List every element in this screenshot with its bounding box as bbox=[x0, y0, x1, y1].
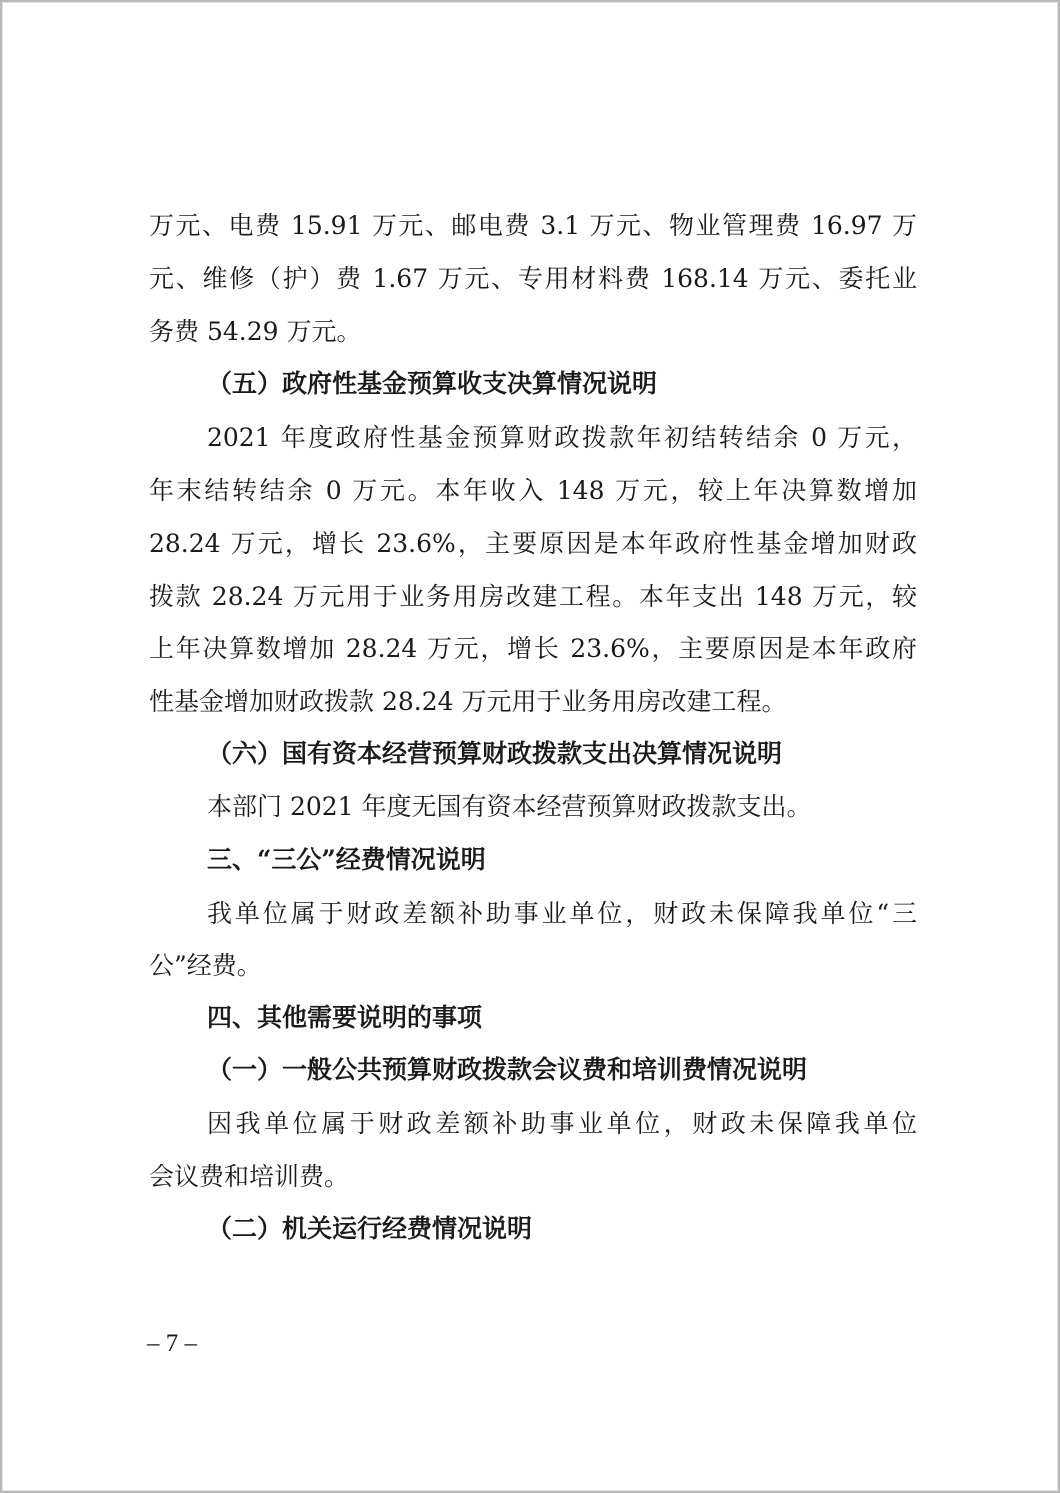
body-line: 年末结转结余 0 万元。本年收入 148 万元，较上年决算数增加 bbox=[149, 476, 917, 505]
body-line: 2021 年度政府性基金预算财政拨款年初结转结余 0 万元， bbox=[207, 423, 917, 452]
section-heading-three: 三、“三公”经费情况说明 bbox=[207, 845, 486, 874]
body-line: 拨款 28.24 万元用于业务用房改建工程。本年支出 148 万元，较 bbox=[149, 582, 917, 611]
body-line: 本部门 2021 年度无国有资本经营预算财政拨款支出。 bbox=[207, 792, 812, 821]
body-line: 上年决算数增加 28.24 万元，增长 23.6%，主要原因是本年政府 bbox=[149, 634, 917, 663]
body-line: 务费 54.29 万元。 bbox=[149, 317, 362, 346]
page-number: – 7 – bbox=[147, 1330, 197, 1357]
body-line: 元、维修（护）费 1.67 万元、专用材料费 168.14 万元、委托业 bbox=[149, 264, 917, 293]
body-line: 28.24 万元，增长 23.6%，主要原因是本年政府性基金增加财政 bbox=[149, 529, 917, 558]
subsection-heading-one: （一）一般公共预算财政拨款会议费和培训费情况说明 bbox=[207, 1055, 808, 1084]
body-line: 性基金增加财政拨款 28.24 万元用于业务用房改建工程。 bbox=[149, 687, 787, 716]
subsection-heading-two: （二）机关运行经费情况说明 bbox=[207, 1214, 533, 1243]
body-line: 因我单位属于财政差额补助事业单位，财政未保障我单位 bbox=[207, 1109, 917, 1138]
section-heading-five: （五）政府性基金预算收支决算情况说明 bbox=[207, 369, 658, 398]
body-line: 公”经费。 bbox=[149, 951, 262, 980]
body-line: 万元、电费 15.91 万元、邮电费 3.1 万元、物业管理费 16.97 万 bbox=[149, 211, 917, 240]
body-line: 会议费和培训费。 bbox=[149, 1162, 350, 1191]
section-heading-four: 四、其他需要说明的事项 bbox=[207, 1003, 483, 1032]
body-line: 我单位属于财政差额补助事业单位，财政未保障我单位“三 bbox=[207, 899, 917, 928]
section-heading-six: （六）国有资本经营预算财政拨款支出决算情况说明 bbox=[207, 739, 783, 768]
